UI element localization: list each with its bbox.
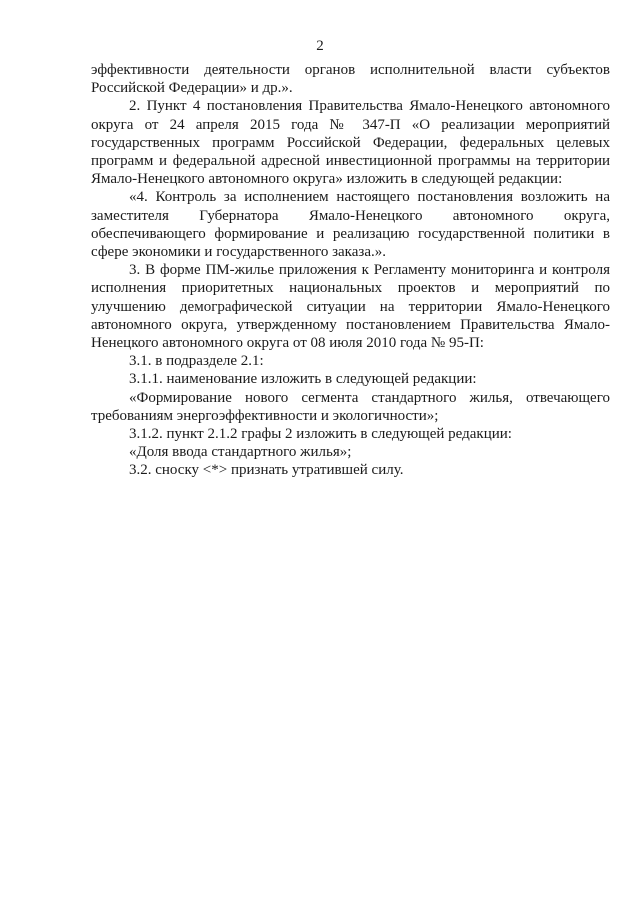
paragraph-quote-share: «Доля ввода стандартного жилья»;	[129, 444, 352, 461]
page-number: 2	[316, 38, 324, 54]
paragraph-item-3-1-1: 3.1.1. наименование изложить в следующей редакции:	[129, 371, 477, 388]
paragraph-item-3-1: 3.1. в подразделе 2.1:	[129, 353, 264, 370]
document-body	[91, 61, 610, 480]
paragraph-quote-item-4: «4. Контроль за исполнением настоящего постановления возложить на заместителя Губернатора Ямало-Ненецкого автономного округа, обеспечивающего формирование и реализацию государственной политики в сфере экономики и государственного заказа.».	[91, 189, 610, 261]
paragraph-continuation: эффективности деятельности органов исполнительной власти субъектов Российской Федерации» и др.».	[91, 62, 610, 97]
paragraph-item-3-2: 3.2. сноску <*> признать утратившей силу.	[129, 462, 404, 479]
paragraph-item-3-1-2: 3.1.2. пункт 2.1.2 графы 2 изложить в следующей редакции:	[129, 426, 512, 443]
paragraph-item-3: 3. В форме ПМ-жилье приложения к Регламенту мониторинга и контроля исполнения приоритетных национальных проектов и мероприятий по улучшению демографической ситуации на территории Ямало-Ненецкого автономного округа, утвержденному постановлением Правительства Ямало-Ненецкого автономного округа от 08 июля 2010 года № 95-П:	[91, 262, 610, 352]
paragraph-quote-new-title: «Формирование нового сегмента стандартного жилья, отвечающего требованиям энергоэффективности и экологичности»;	[91, 389, 610, 424]
paragraph-item-2: 2. Пункт 4 постановления Правительства Ямало-Ненецкого автономного округа от 24 апреля 2015 года № 347-П «О реализации мероприятий государственных программ Российской Федерации, федеральных целевых программ и федеральной адресной инвестиционной программы на территории Ямало-Ненецкого автономного округа» изложить в следующей редакции:	[91, 98, 610, 188]
